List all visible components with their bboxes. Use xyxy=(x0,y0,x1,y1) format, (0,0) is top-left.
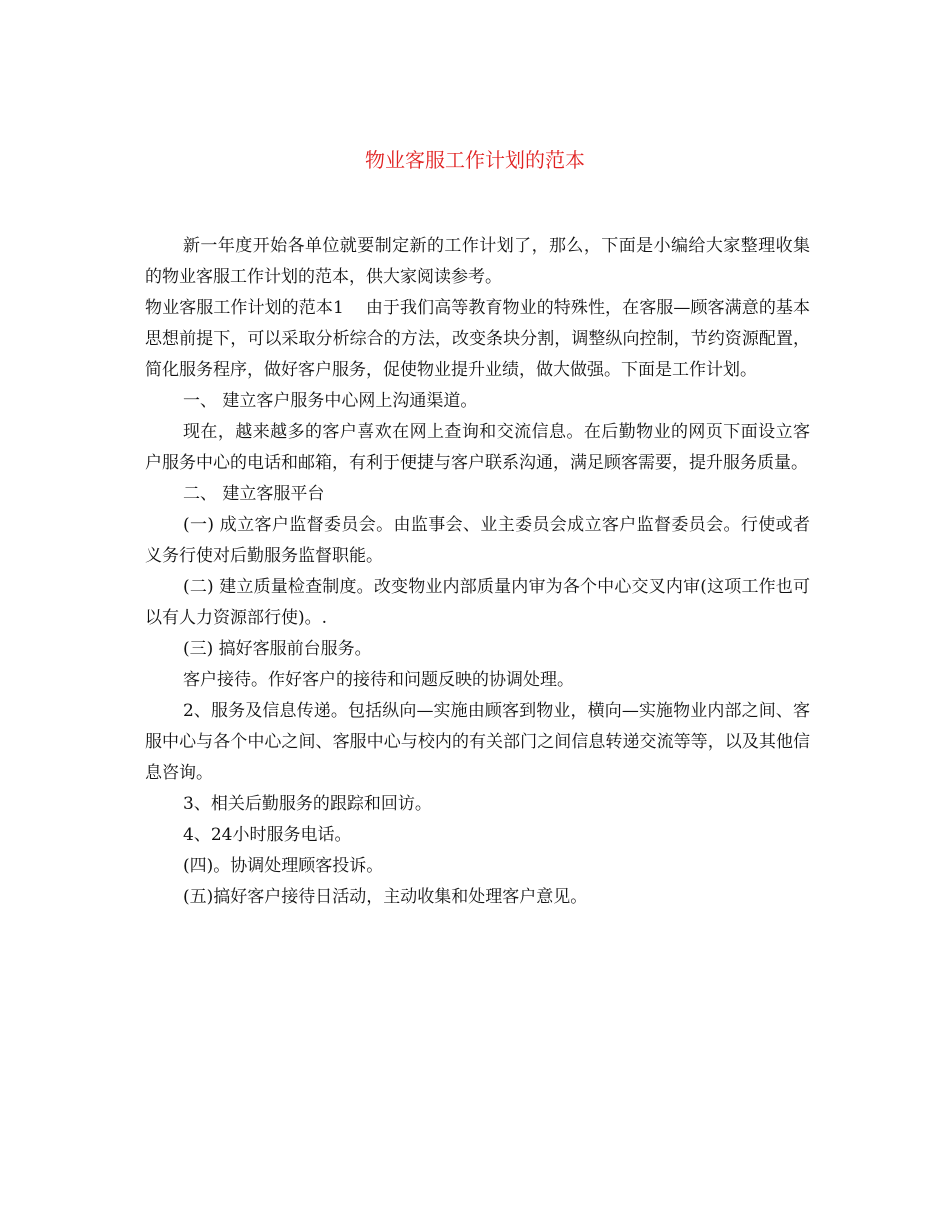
paragraph-reception: 客户接待。作好客户的接待和问题反映的协调处理。 xyxy=(183,670,574,690)
plan-1-text: 由于我们高等教育物业的特殊性，在客服—顾客满意的基本思想前提下，可以采取分析综合的方法，改变条块分割，调整纵向控制，节约资源配置，简化服务程序，做好客户服务，促使物业提升业绩，做大做强。下面是工作计划。 xyxy=(145,298,810,380)
paragraph-online-channel: 现在，越来越多的客户喜欢在网上查询和交流信息。在后勤物业的网页下面设立客户服务中心的电话和邮箱，有利于便捷与客户联系沟通，满足顾客需要，提升服务质量。 xyxy=(145,422,810,473)
paragraph-hotline: 4、24小时服务电话。 xyxy=(183,825,352,845)
paragraph-info-transfer: 2、服务及信息传递。包括纵向—实施由顾客到物业，横向—实施物业内部之间、客服中心与各个中心之间、客服中心与校内的有关部门之间信息转递交流等等，以及其他信息咨询。 xyxy=(145,701,810,783)
paragraph-plan-1 xyxy=(145,293,810,386)
document-title: 物业客服工作计划的范本 xyxy=(365,148,585,172)
paragraph-item-5: (五)搞好客户接待日活动，主动收集和处理客户意见。 xyxy=(183,887,588,907)
section-heading-1: 一、 建立客户服务中心网上沟通渠道。 xyxy=(183,391,478,411)
document-body xyxy=(145,231,810,913)
paragraph-item-4: (四)。协调处理顾客投诉。 xyxy=(183,856,384,876)
paragraph-item-2: (二) 建立质量检查制度。改变物业内部质量内审为各个中心交叉内审(这项工作也可以有人力资源部行使)。. xyxy=(145,577,810,628)
paragraph-item-3: (三) 搞好客服前台服务。 xyxy=(183,639,372,659)
plan-heading: 物业客服工作计划的范本1 xyxy=(145,298,344,318)
paragraph-item-1: (一) 成立客户监督委员会。由监事会、业主委员会成立客户监督委员会。行使或者义务行使对后勤服务监督职能。 xyxy=(145,515,810,566)
section-heading-2: 二、 建立客服平台 xyxy=(183,484,325,504)
paragraph-intro: 新一年度开始各单位就要制定新的工作计划了，那么，下面是小编给大家整理收集的物业客服工作计划的范本，供大家阅读参考。 xyxy=(145,236,810,287)
paragraph-follow-up: 3、相关后勤服务的跟踪和回访。 xyxy=(183,794,432,814)
